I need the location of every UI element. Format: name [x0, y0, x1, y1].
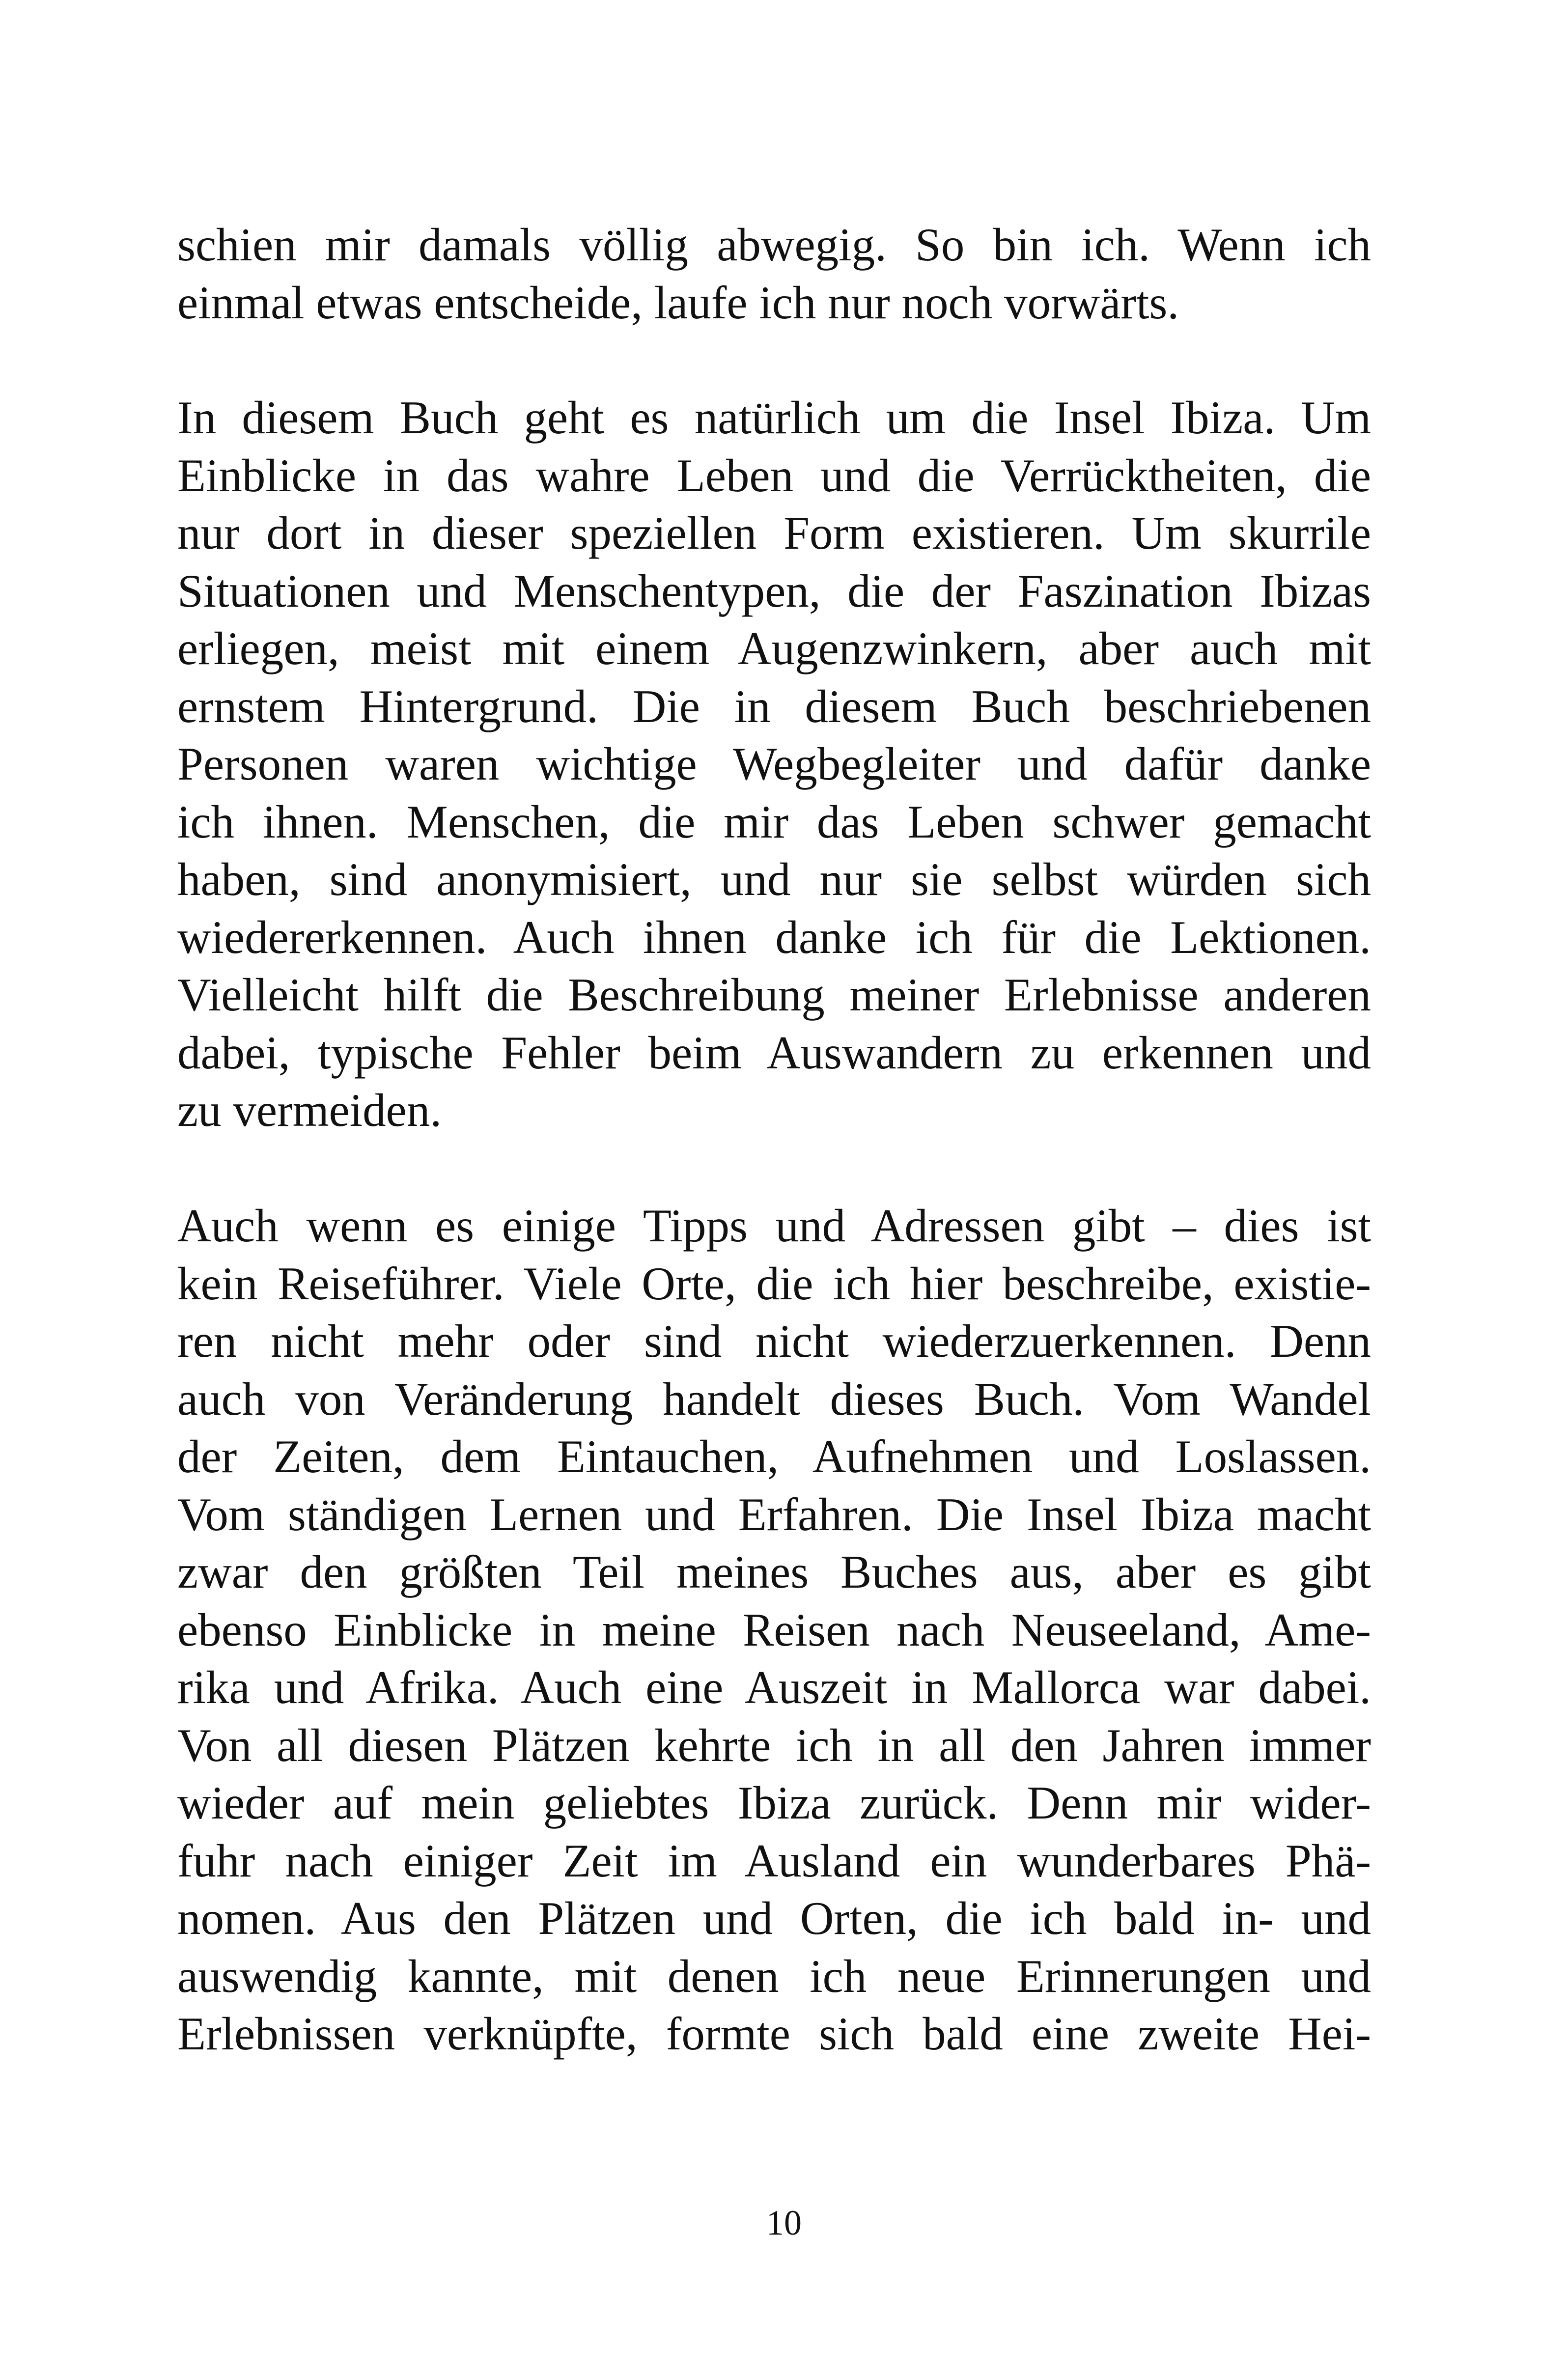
text-line: nomen. Aus den Plätzen und Orten, die ich bald in- und — [177, 1892, 1371, 1944]
text-line: rika und Afrika. Auch eine Auszeit in Mallorca war dabei. — [177, 1661, 1371, 1713]
text-line: auch von Veränderung handelt dieses Buch. Vom Wandel — [177, 1372, 1371, 1425]
text-line: haben, sind anonymisiert, und nur sie selbst würden sich — [177, 853, 1371, 905]
text-line: einmal etwas entscheide, laufe ich nur noch vorwärts. — [177, 276, 1179, 329]
text-line: schien mir damals völlig abwegig. So bin ich. Wenn ich — [177, 219, 1371, 271]
text-line: Auch wenn es einige Tipps und Adressen gibt – dies ist — [177, 1200, 1371, 1252]
text-line: dabei, typische Fehler beim Auswandern zu erkennen und — [177, 1026, 1371, 1079]
page-number: 10 — [766, 2203, 802, 2242]
text-line: ren nicht mehr oder sind nicht wiederzuerkennen. Denn — [177, 1315, 1371, 1367]
text-line: Situationen und Menschentypen, die der Faszination Ibizas — [177, 564, 1371, 617]
text-line: Von all diesen Plätzen kehrte ich in all den Jahren immer — [177, 1719, 1371, 1771]
text-line: kein Reiseführer. Viele Orte, die ich hier beschreibe, existie- — [177, 1257, 1371, 1310]
text-line: erliegen, meist mit einem Augenzwinkern, aber auch mit — [177, 622, 1371, 674]
text-line: der Zeiten, dem Eintauchen, Aufnehmen und Loslassen. — [177, 1430, 1371, 1483]
text-line: fuhr nach einiger Zeit im Ausland ein wunderbares Phä- — [177, 1834, 1371, 1887]
paragraph-2 — [177, 389, 1371, 1140]
text-line: Vielleicht hilft die Beschreibung meiner Erlebnisse anderen — [177, 969, 1371, 1021]
text-line: nur dort in dieser speziellen Form existieren. Um skurrile — [177, 507, 1371, 559]
text-line: Einblicke in das wahre Leben und die Verrücktheiten, die — [177, 449, 1371, 502]
text-line: Vom ständigen Lernen und Erfahren. Die Insel Ibiza macht — [177, 1488, 1371, 1540]
text-line: In diesem Buch geht es natürlich um die Insel Ibiza. Um — [177, 392, 1371, 444]
text-line: zwar den größten Teil meines Buches aus, aber es gibt — [177, 1546, 1371, 1598]
text-line: wieder auf mein geliebtes Ibiza zurück. Denn mir wider- — [177, 1777, 1371, 1829]
paragraph-1 — [177, 216, 1371, 332]
text-line: ich ihnen. Menschen, die mir das Leben schwer gemacht — [177, 795, 1371, 848]
text-line: zu vermeiden. — [177, 1084, 442, 1136]
text-line: Personen waren wichtige Wegbegleiter und dafür danke — [177, 738, 1371, 790]
text-line: ebenso Einblicke in meine Reisen nach Neuseeland, Ame- — [177, 1603, 1371, 1656]
text-line: auswendig kannte, mit denen ich neue Erinnerungen und — [177, 1950, 1371, 2002]
text-line: ernstem Hintergrund. Die in diesem Buch beschriebenen — [177, 680, 1371, 732]
text-line: Erlebnissen verknüpfte, formte sich bald eine zweite Hei- — [177, 2008, 1371, 2060]
text-line: wiedererkennen. Auch ihnen danke ich für die Lektionen. — [177, 911, 1371, 963]
paragraph-3 — [177, 1197, 1371, 2063]
